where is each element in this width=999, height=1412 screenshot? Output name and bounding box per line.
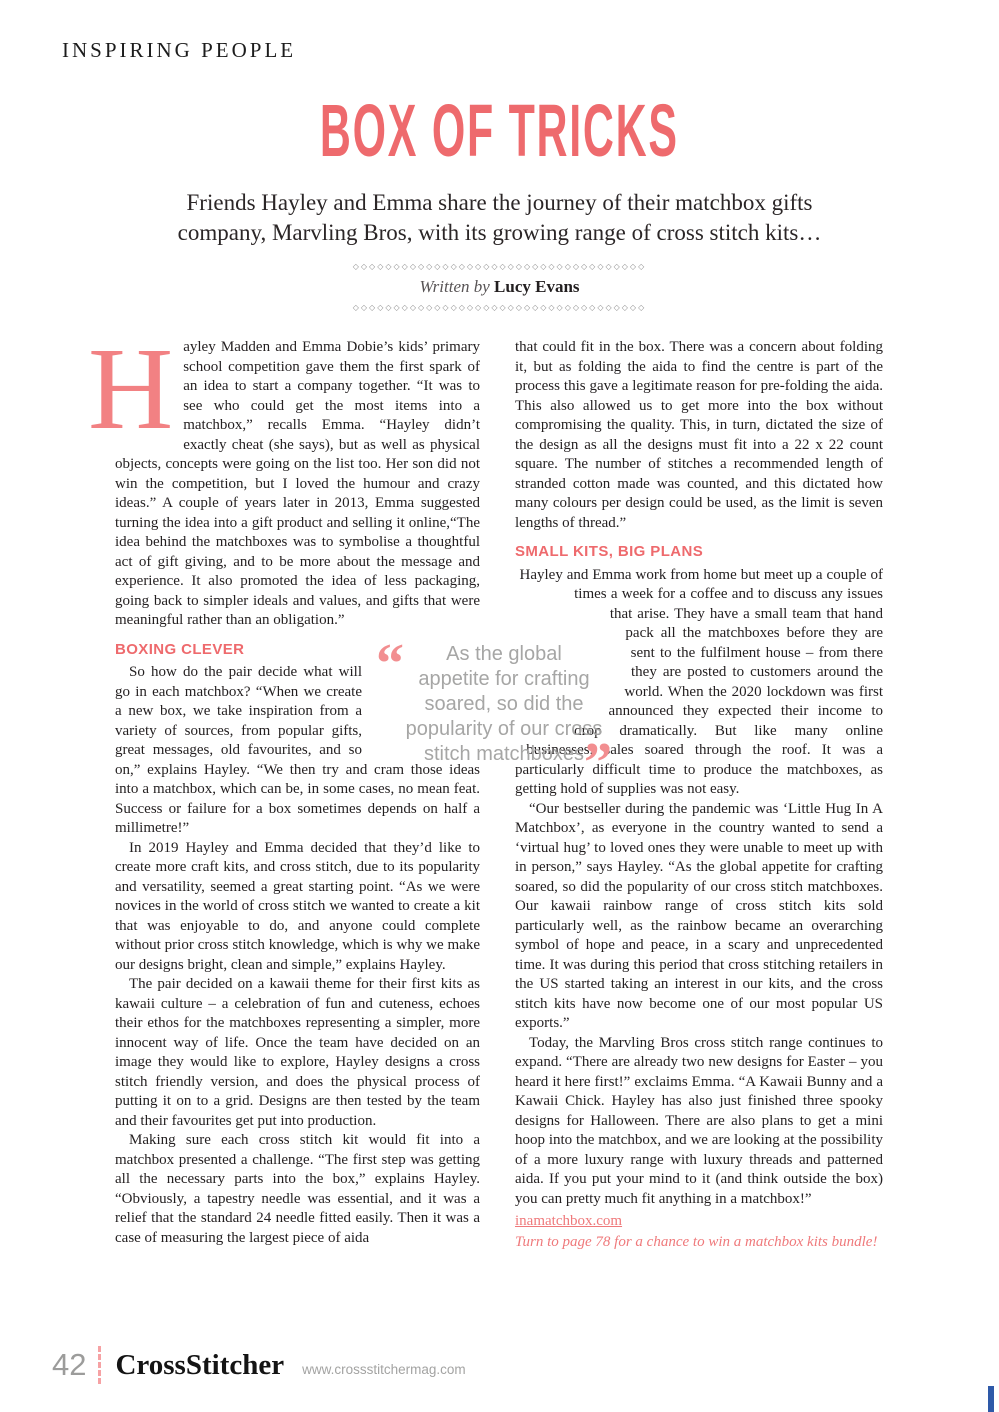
standfirst-line-1: Friends Hayley and Emma share the journey of their matchbox gifts — [186, 190, 813, 215]
pull-quote — [368, 633, 640, 794]
link-line — [515, 1212, 883, 1232]
body-paragraph — [115, 1131, 480, 1248]
page-title: BOX OF TRICKS — [320, 89, 679, 172]
footer-url: www.crossstitchermag.com — [302, 1361, 466, 1377]
article-column-left — [88, 323, 480, 1248]
body-paragraph — [515, 1034, 883, 1210]
article-column-right — [515, 338, 883, 1252]
paragraph-text: In 2019 Hayley and Emma decided that they’d like to create more craft kits, and cross stitch, due to its popularity and versatility, seemed a great starting point. “As we were novices in the world of cross stitch we wanted to create a kit that was enjoyable to do, and anyone could complete without prior cross stitch knowledge, which is why we make our designs bright, clean and simple,” explains Hayley. — [115, 839, 480, 973]
open-quote-icon: “ — [376, 633, 404, 695]
diamond-divider-icon: ◇◇◇◇◇◇◇◇◇◇◇◇◇◇◇◇◇◇◇◇◇◇◇◇◇◇◇◇◇◇◇◇◇◇◇◇ — [352, 262, 647, 271]
page-footer — [52, 1346, 466, 1384]
pull-quote-line: appetite for crafting — [418, 668, 590, 690]
paragraph-text: Hayley and Emma work from home but meet up a couple of times a week for a coffee and to discuss any issues that arise. They have a small team that hand pack all the matchboxes before they are sent to the fulfilment house – from there they are posted to customers around the world. When the 2020 lockdown was first announced they expected their income to drop dramatically. But like many online businesses, sales soared through the roof. It was a particularly difficult time to produce the matchboxes, as getting hold of supplies was not easy. — [515, 566, 883, 797]
drop-cap: H — [88, 323, 174, 454]
promo-note: Turn to page 78 for a chance to win a matchbox kits bundle! — [515, 1233, 878, 1250]
section-heading-boxing-clever: BOXING CLEVER — [115, 640, 245, 658]
inamatchbox-link[interactable]: inamatchbox.com — [515, 1213, 623, 1229]
close-quote-icon: ” — [584, 732, 612, 794]
paragraph-text: Today, the Marvling Bros cross stitch range continues to expand. “There are already two new designs for Easter – you heard it here first!” exclaims Emma. “A Kawaii Bunny and a Kawaii Chick. Hayley has also just finished three spooky designs for Halloween. There are also plans to get a mini hoop into the matchbox, and we are looking at the possibility of a more luxury range with luxury threads and patterned aida. If you put your mind to it (and think outside the box) you can pretty much fit anything in a matchbox!” — [515, 1034, 883, 1207]
paragraph-text: So how do the pair decide what will go in each matchbox? “When we create a new box, we take inspiration from a variety of sources, from popular gifts, great messages, old favourites, and so on,” explains Hayley. “We then try and cram those ideas into a matchbox, which can be, in some cases, no mean feat. Success or failure for a box sometimes depends on half a millimetre!” — [115, 664, 480, 836]
body-paragraph — [88, 323, 480, 631]
standfirst-line-2: company, Marvling Bros, with its growing range of cross stitch kits… — [177, 220, 822, 245]
paragraph-text: “Our bestseller during the pandemic was ‘Little Hug In A Matchbox’, as everyone in the country wanted to send a ‘virtual hug’ to loved ones they were unable to meet up with in person,” says Hayley. “As the global appetite for crafting soared, so did the popularity of our cross stitch matchboxes. Our kawaii rainbow range of cross stitch kits sold particularly well, as the rainbow became an overarching symbol of hope and peace, in a scary and unprecedented time. It was during this period that cross stitching retailers in the US started taking an interest in our kits, and the cross stitch kits have now become one of our most popular US exports.” — [515, 800, 883, 1031]
page-number: 42 — [52, 1347, 87, 1382]
section-kicker: INSPIRING PEOPLE — [62, 38, 297, 62]
paragraph-text: that could fit in the box. There was a concern about folding it, but as folding the aida to find the centre is part of the process this gave a legitimate reason for pre-folding the aida. This also allowed us to get more into the box without compromising the quality. This, in turn, dictated the size of the design as all the designs must fit into a 22 x 22 count square. The number of stitches a recommended length of stranded cotton made was counted, and this dictated how many colours per design could be used, as the limit is seven lengths of thread.” — [515, 339, 883, 531]
body-paragraph — [515, 800, 883, 1034]
body-paragraph — [515, 338, 883, 533]
print-corner-mark — [988, 1386, 994, 1412]
paragraph-text: ayley Madden and Emma Dobie’s kids’ primary school competition gave them the first spark of an idea to start a company together. “It was to see who could get the most items into a matchbox,” recalls Emma. “Hayley didn’t exactly cheat (she says), but as well as physical objects, concepts were going on the list too. Her son did not win the competition, but I loved the humour and crazy ideas.” A couple of years later in 2013, Emma suggested turning the idea into a gift product and selling it online,“The idea behind the matchboxes was to symbolise a thoughtful act of gift giving, and to be more about the message and experience. It also promoted the idea of less packaging, going back to simpler ideals and values, and gifts that were meaningful rather than an obligation.” — [115, 339, 480, 628]
pull-quote-line: As the global — [446, 643, 562, 665]
byline — [0, 277, 999, 297]
pull-quote-line: soared, so did the — [424, 693, 584, 715]
pull-quote-line: popularity of our cross — [405, 718, 603, 740]
stitch-divider-icon — [98, 1346, 101, 1384]
page-title-wrap — [0, 89, 999, 172]
diamond-divider-icon: ◇◇◇◇◇◇◇◇◇◇◇◇◇◇◇◇◇◇◇◇◇◇◇◇◇◇◇◇◇◇◇◇◇◇◇◇ — [352, 303, 647, 312]
section-heading-small-kits: SMALL KITS, BIG PLANS — [515, 543, 704, 560]
standfirst — [0, 188, 999, 248]
byline-prefix: Written by — [419, 277, 495, 296]
body-paragraph — [115, 975, 480, 1131]
pull-quote-line: stitch matchboxes — [423, 743, 585, 765]
body-paragraph — [115, 839, 480, 976]
paragraph-text: The pair decided on a kawaii theme for their first kits as kawaii culture – a celebration of fun and cuteness, echoes their ethos for the matchboxes representing a simpler, more innocent way of life. Once the team have decided on an image they would like to explore, Hayley designs a cross stitch friendly version, and does the physical process of putting it on to a grid. Designs are then tested by the team and their favourites get put into production. — [115, 976, 480, 1129]
paragraph-text: Making sure each cross stitch kit would fit into a matchbox presented a challenge. “The first step was getting all the necessary parts into the box,” explains Hayley. “Obviously, a tapestry needle was essential, and it was a relief that the standard 24 needle fitted easily. Then it was a case of measuring the largest piece of aida — [115, 1132, 480, 1246]
magazine-logo: CrossStitcher — [115, 1348, 285, 1381]
byline-author: Lucy Evans — [494, 277, 580, 296]
byline-block — [0, 262, 999, 313]
